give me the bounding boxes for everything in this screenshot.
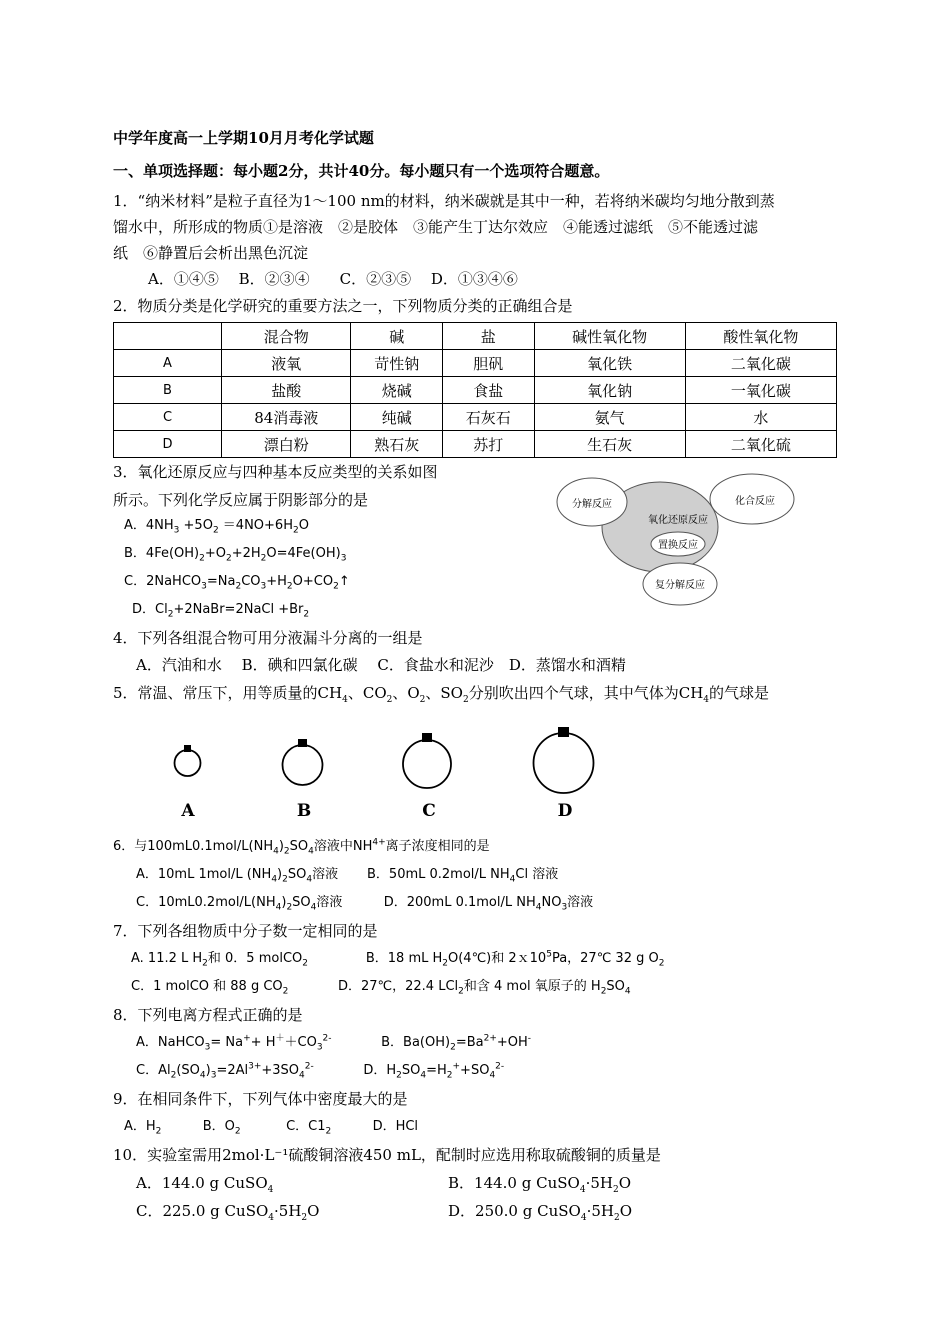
balloon-b-label: B [296,801,312,821]
q7-options-ab: A. 11.2 L $H_2$和 0．5 molCO$_2$ B．18 mL $H_2O(4℃)$和 $2x10^5Pa$，27℃ 32 g $O_2$ [131,949,665,969]
q1-options: A．①④⑤ B．②③④ C．②③⑤ D．①③④⑥ [148,270,518,288]
q7-stem: 7．下列各组物质中分子数一定相同的是 [113,922,378,940]
section-heading: 一、单项选择题：每小题2分，共计40分。每小题只有一个选项符合题意。 [113,162,610,180]
table-cell: 氧化铁 [534,350,685,377]
table-row [114,431,837,458]
q6-options-cd: C．$10mL0.2mol/L(NH_4)_2SO_4$溶液 D．200mL 0.1mol/L $NH_4NO_3$溶液 [136,895,594,913]
table-cell: 氧化钠 [534,377,685,404]
q8-options-ab: A．NaHCO$_3$= $Na^++ H^++CO_3^{2-}$ B．$Ba(OH)_2=Ba^{2+}+OH^-$ [136,1033,532,1053]
q6-stem-part: 离子浓度相同的是 [385,839,490,854]
table-header-row [114,323,837,350]
balloon-a-label: A [181,801,195,821]
table-cell: 熟石灰 [351,431,443,458]
q8-options-cd: C．$Al_2(SO_4)_3=2Al^{3+}+3SO_4^{2-}$ D．$H_2SO_4=H_2^++SO_4^{2-}$ [136,1061,505,1081]
table-cell: 混合物 [222,323,351,350]
q1-line1: 1．“纳米材料”是粒子直径为1～100 nm的材料，纳米碳就是其中一种，若将纳米碳均匀地分散到蒸 [113,192,775,210]
balloon-c [403,740,451,788]
q6-stem-part: SO [289,839,309,854]
double-decomposition-label: 复分解反应 [655,580,705,591]
decomposition-label: 分解反应 [572,499,612,510]
balloon-d-label: D [557,801,573,821]
q9-stem: 9．在相同条件下，下列气体中密度最大的是 [113,1090,408,1108]
replacement-label: 置换反应 [658,540,698,551]
table-cell: 漂白粉 [222,431,351,458]
q5-stem: 5．常温、常压下，用等质量的$CH_4$、$CO_2$、$O_2$、$SO_2$分别吹出四个气球，其中气体为$CH_4$的气球是 [113,684,770,705]
table-cell: 胆矾 [443,350,535,377]
q3-option-a: A．$4NH_3 +5O_2 =4NO+6H_2O$ [124,518,309,536]
table-row [114,377,837,404]
table-cell: 84消毒液 [222,404,351,431]
balloon-d-knot [558,727,569,737]
table-cell: B [114,377,222,404]
q1-line2: 馏水中，所形成的物质①是溶液 ②是胶体 ③能产生丁达尔效应 ④能透过滤纸 ⑤不能透过滤 [113,218,759,236]
table-cell: 一氧化碳 [685,377,836,404]
table-cell: 水 [685,404,836,431]
q10-option-a: A．144.0 g CuSO$_4$ [136,1174,274,1195]
table-cell: 碱 [351,323,443,350]
table-cell: 苏打 [443,431,535,458]
q3-option-c: C．$2NaHCO_3=Na_2CO_3+H_2O+CO_2↑$ [124,574,350,592]
balloon-d [534,733,594,793]
q6-stem-part: 溶液中NH [313,839,373,854]
q10-option-b: B．144.0 g $CuSO_4\cdot 5H_2O$ [448,1174,632,1195]
q9-options: A．$H_2$ B．$O_2$ C．$C1_2$ D．HCl [124,1119,419,1137]
q2-stem: 2．物质分类是化学研究的重要方法之一，下列物质分类的正确组合是 [113,297,573,315]
q7-options-cd: C．1 molCO 和 88 g $CO_2$ D．27℃，22.4 LCl$_2$和含 4 mol 氧原子的 $H_2SO_4$ [131,979,631,997]
table-cell: 苛性钠 [351,350,443,377]
q4-options: A．汽油和水 B．碘和四氯化碳 C．食盐水和泥沙 D．蒸馏水和酒精 [136,656,626,674]
table-cell: 二氧化硫 [685,431,836,458]
table-cell: 纯碱 [351,404,443,431]
q6-stem-part: ) [278,839,284,854]
q6-stem: 6．与$100mL0.1mol/L(NH_4)_2SO_4$溶液中$NH^{4+}$离子浓度相同的是 [113,837,490,857]
redox-label: 氧化还原反应 [648,515,708,526]
combination-label: 化合反应 [735,496,775,507]
table-cell: 盐酸 [222,377,351,404]
page-title: 中学年度高一上学期10月月考化学试题 [113,129,374,147]
q10-option-c: C．225.0 g $CuSO_4\cdot 5H_2O$ [136,1202,320,1223]
balloon-a [175,750,201,776]
classification-table [113,322,837,458]
table-cell: 氨气 [534,404,685,431]
table-cell: 酸性氧化物 [685,323,836,350]
table-cell: 碱性氧化物 [534,323,685,350]
table-cell: D [114,431,222,458]
q8-stem: 8．下列电离方程式正确的是 [113,1006,303,1024]
q1-line3: 纸 ⑥静置后会析出黑色沉淀 [113,244,309,262]
table-row [114,350,837,377]
q3-option-b: B．$4Fe(OH)_2+O_2+2H_2O=4Fe(OH)_3$ [124,546,347,564]
table-cell: A [114,350,222,377]
balloon-c-label: C [422,801,436,821]
q3-line1: 3．氧化还原反应与四种基本反应类型的关系如图 [113,463,438,481]
table-cell: 液氧 [222,350,351,377]
table-cell [114,323,222,350]
table-cell: C [114,404,222,431]
table-cell: 二氧化碳 [685,350,836,377]
table-cell: 盐 [443,323,535,350]
q10-option-d: D．250.0 g $CuSO_4\cdot 5H_2O$ [448,1202,633,1223]
reaction-venn-diagram [555,470,805,610]
q3-line2: 所示。下列化学反应属于阴影部分的是 [113,491,369,509]
balloon-b [283,745,323,785]
table-cell: 石灰石 [443,404,535,431]
q3-option-d: D．$Cl_2+2NaBr=2NaCl +Br_2$ [132,602,310,620]
q4-stem: 4．下列各组混合物可用分液漏斗分离的一组是 [113,629,423,647]
table-cell: 食盐 [443,377,535,404]
table-row [114,404,837,431]
table-cell: 烧碱 [351,377,443,404]
q6-stem-part: 6．与100mL0.1mol/L(NH [113,839,274,854]
q6-options-ab: A．10mL 1mol/L $(NH_4)_2SO_4$溶液 B．50mL 0.2mol/L $NH_4Cl$ 溶液 [136,867,559,885]
balloons-figure [160,720,620,825]
table-cell: 生石灰 [534,431,685,458]
q10-stem: 10．实验室需用2mol·L⁻¹硫酸铜溶液450 mL，配制时应选用称取硫酸铜的质量是 [113,1146,661,1164]
